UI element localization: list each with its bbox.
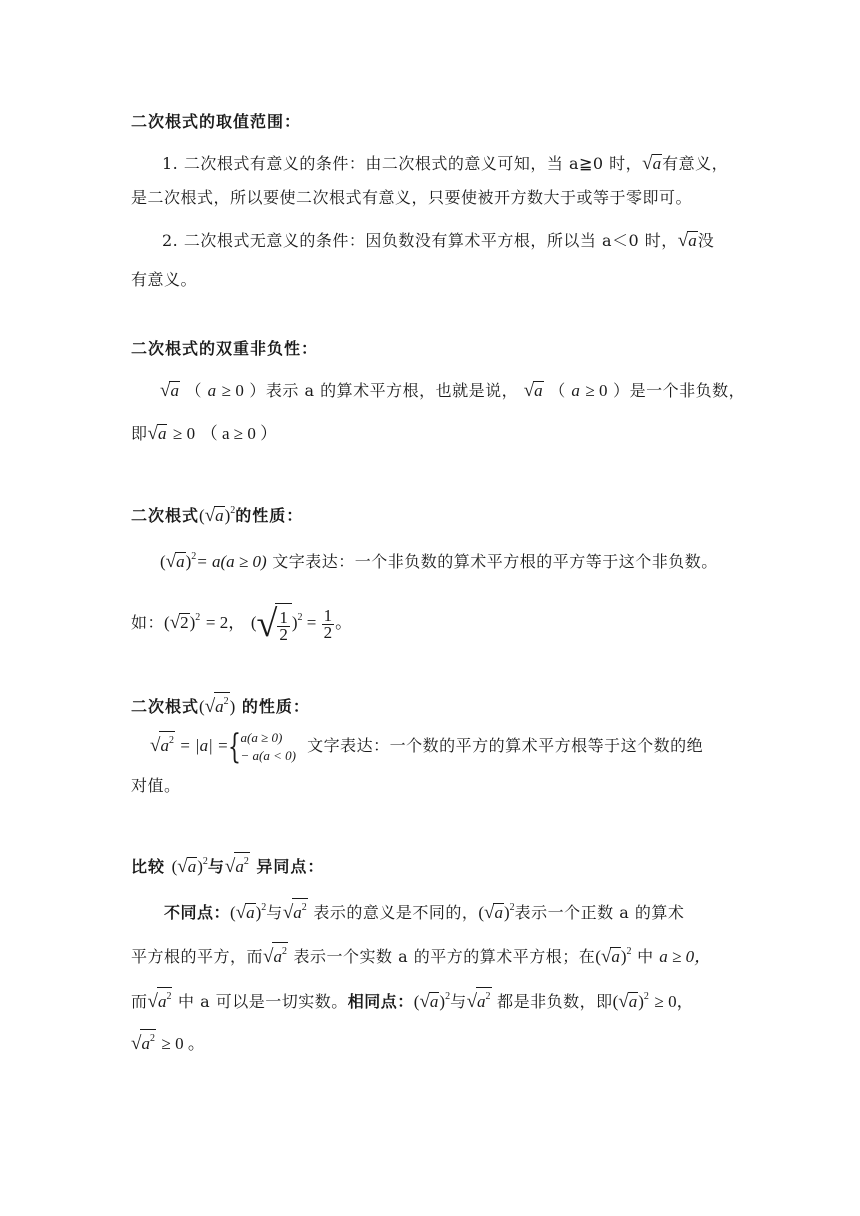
example-sqrt-half-squared: (√ $\frac{1}{2}$ )$^2$ = $\frac{1}{2}$ 。 — [250, 603, 353, 646]
formula-sqrt-a-squared: $(√a)^2$ — [230, 902, 267, 923]
text-span: 有意义， — [662, 154, 729, 173]
paragraph-nonnegativity-1: √a （ a ≥ 0 ）表示 a 的算术平方根，也就是说， √a （ a ≥ 0 ）是一个非负数， — [160, 380, 746, 401]
formula-sqrt-a-squared: $(√a)^2$ — [413, 991, 451, 1012]
paragraph-condition-meaningless-2: 有意义。 — [131, 270, 198, 289]
paragraph-similarities: 而$√a^2$ 中 a 可以是一切实数。相同点：$(√a)^2$与$√a^2$ 都是非负数，即$(√a)^2 \ge 0$， — [131, 986, 694, 1013]
label-differences: 不同点： — [164, 903, 231, 922]
paragraph-nonnegativity-2: 即√a ≥ 0 （ a ≥ 0 ） — [131, 423, 278, 444]
sqrt-a: √a — [160, 380, 179, 401]
paragraph-condition-meaningful-2: 是二次根式，所以要使二次根式有意义，只要使被开方数大于或等于零即可。 — [131, 188, 693, 207]
formula-sqrt-a-squared: $(√a)^2$ — [595, 946, 632, 967]
math-a: a — [207, 381, 217, 400]
text-span: 1. 二次根式有意义的条件：由二次根式的意义可知，当 a≧0 时， — [162, 154, 643, 173]
formula-sqrt-a-squared: $(√a)^2$ — [612, 991, 649, 1012]
sqrt-a: √a — [523, 380, 543, 401]
formula-sqrt-a-squared: $(√a)^2$ — [478, 902, 515, 923]
paragraph-differences-2: 平方根的平方，而$√a^2$ 表示一个实数 a 的平方的算术平方根；在$(√a)^2$ 中 a ≥ 0， — [131, 941, 711, 968]
sqrt-a: √a — [147, 423, 167, 444]
formula-sqrt-a2: $√a^2$ — [467, 992, 492, 1011]
piecewise-cases: { a(a ≥ 0) − a(a < 0) — [228, 726, 296, 767]
paragraph-similarities-2: $√a^2 \ge 0$ 。 — [131, 1029, 205, 1055]
text-span: 2. 二次根式无意义的条件：因负数没有算术平方根，所以当 a＜0 时， — [162, 231, 678, 250]
formula-sqrt-a2: $√a^2$ — [131, 1034, 156, 1053]
paragraph-sqrt-a2-property: $√a^2 = |a|$ = { a(a ≥ 0) − a(a < 0) 文字表达：一个数的平方的算术平方根等于这个数的绝 — [150, 726, 704, 767]
section-heading-nonnegativity: 二次根式的双重非负性： — [131, 339, 319, 358]
paragraph-condition-meaningless-1 — [162, 230, 714, 252]
formula-sqrt-a-squared: $(√a)^2$ — [199, 505, 236, 526]
paragraph-property-examples: 如：$(√2)^2 = 2$， (√ $\frac{1}{2}$ )$^2$ = $\frac{1}{2}$ 。 — [131, 603, 353, 646]
formula-sqrt-a2: $(√a^2)$ — [199, 697, 235, 716]
paragraph-condition-meaningful-1 — [162, 153, 728, 175]
paragraph-sqrt-a2-property-2: 对值。 — [131, 776, 181, 795]
label-similarities: 相同点： — [347, 992, 414, 1011]
formula-sqrt-a-squared: $(√a)^2$ — [171, 856, 208, 877]
section-heading-range: 二次根式的取值范围： — [131, 112, 302, 131]
sqrt-a: √a — [677, 230, 697, 251]
formula-sqrt-a2: $√a^2$ — [283, 903, 308, 922]
condition-a-ge0: （ a ≥ 0 ） — [200, 424, 278, 443]
paragraph-differences-1: 不同点：$(√a)^2$与$√a^2$ 表示的意义是不同的，$(√a)^2$表示一个正数 a 的算术 — [164, 897, 684, 924]
section-heading-compare: 比较 $(√a)^2$与$√a^2$ 异同点： — [131, 851, 324, 878]
formula-sqrt-a2-abs: $√a^2 = |a|$ = — [150, 736, 228, 755]
example-sqrt2-squared: $(√2)^2$ — [164, 612, 201, 633]
formula-sqrt-a2: $√a^2$ — [263, 947, 288, 966]
formula-sqrt-a-squared: $(√a)^2$ — [160, 551, 197, 572]
section-heading-sqrt-a-squared: 二次根式$(√a)^2$的性质： — [131, 505, 304, 526]
formula-sqrt-a2: $√a^2$ — [225, 857, 250, 876]
paragraph-property-1: $(√a)^2= a(a \ge 0)$ 文字表达：一个非负数的算术平方根的平方等于这个非负数。 — [160, 551, 718, 572]
math-ge0: ≥ 0 — [221, 381, 244, 400]
sqrt-a: √a — [642, 153, 662, 174]
formula-equals-a: = a(a ≥ 0) — [196, 552, 267, 571]
text-span: 没 — [697, 231, 715, 250]
formula-sqrt-a2: $√a^2$ — [148, 992, 173, 1011]
section-heading-sqrt-a2: 二次根式$(√a^2)$ 的性质： — [131, 692, 310, 718]
